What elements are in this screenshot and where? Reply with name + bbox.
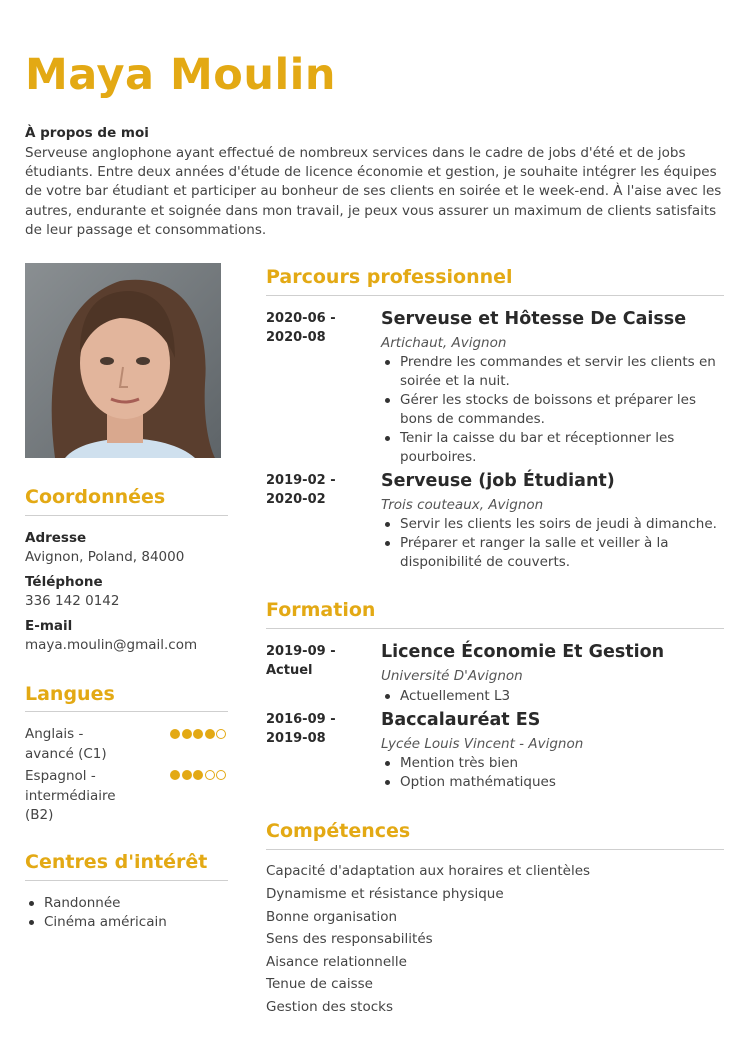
address-label: Adresse — [25, 530, 87, 546]
email-label: E-mail — [25, 618, 73, 634]
experience-section-title: Parcours professionnel — [266, 266, 513, 288]
languages-divider — [25, 711, 228, 712]
job-duties-list — [381, 353, 726, 467]
rating-dot-filled — [193, 770, 203, 780]
skills-section-title: Compétences — [266, 820, 411, 842]
education-dates: 2019-09 - Actuel — [266, 644, 336, 678]
rating-dot-filled — [193, 729, 203, 739]
rating-dot-empty — [205, 770, 215, 780]
rating-dot-filled — [182, 770, 192, 780]
phone-value: 336 142 0142 — [25, 593, 120, 609]
job-duty: Préparer et ranger la salle et veiller à la disponibilité de couverts. — [381, 534, 726, 572]
education-divider — [266, 628, 724, 629]
language-name: Espagnol - intermédiaire (B2) — [25, 768, 116, 823]
interests-list — [25, 894, 225, 932]
rating-dot-empty — [216, 770, 226, 780]
job-title: Serveuse et Hôtesse De Caisse — [381, 309, 687, 329]
rating-dot-empty — [216, 729, 226, 739]
portrait-image — [25, 263, 221, 458]
interest-item: Randonnée — [25, 894, 225, 913]
job-duty: Servir les clients les soirs de jeudi à dimanche. — [381, 515, 726, 534]
education-detail: Actuellement L3 — [381, 687, 726, 706]
languages-section-title: Langues — [25, 683, 115, 705]
job-employer: Artichaut, Avignon — [381, 335, 507, 351]
rating-dot-filled — [205, 729, 215, 739]
job-duty: Gérer les stocks de boissons et préparer les bons de commandes. — [381, 391, 726, 429]
job-duty: Tenir la caisse du bar et réceptionner les pourboires. — [381, 429, 726, 467]
job-dates: 2020-06 - 2020-08 — [266, 311, 336, 345]
job-employer: Trois couteaux, Avignon — [381, 497, 544, 513]
skills-divider — [266, 849, 724, 850]
address-value: Avignon, Poland, 84000 — [25, 549, 185, 565]
language-level-rating — [170, 729, 226, 740]
skill-item: Bonne organisation — [266, 909, 398, 925]
rating-dot-filled — [182, 729, 192, 739]
contact-section-title: Coordonnées — [25, 486, 166, 508]
skill-item: Dynamisme et résistance physique — [266, 886, 504, 902]
candidate-name: Maya Moulin — [25, 50, 337, 100]
job-duty: Prendre les commandes et servir les clients en soirée et la nuit. — [381, 353, 726, 391]
skill-item: Sens des responsabilités — [266, 931, 433, 947]
degree-title: Baccalauréat ES — [381, 710, 541, 730]
contact-divider — [25, 515, 228, 516]
experience-divider — [266, 295, 724, 296]
skill-item: Capacité d'adaptation aux horaires et clientèles — [266, 863, 591, 879]
skill-item: Aisance relationnelle — [266, 954, 407, 970]
job-dates: 2019-02 - 2020-02 — [266, 473, 336, 507]
education-details-list — [381, 687, 726, 706]
education-section-title: Formation — [266, 599, 376, 621]
interests-section-title: Centres d'intérêt — [25, 851, 208, 873]
profile-photo — [25, 263, 221, 458]
degree-title: Licence Économie Et Gestion — [381, 642, 665, 662]
job-title: Serveuse (job Étudiant) — [381, 471, 615, 491]
education-dates: 2016-09 - 2019-08 — [266, 712, 336, 746]
job-duties-list — [381, 515, 726, 572]
skill-item: Gestion des stocks — [266, 999, 394, 1015]
education-detail: Mention très bien — [381, 754, 726, 773]
language-level-rating — [170, 770, 226, 781]
education-detail: Option mathématiques — [381, 773, 726, 792]
rating-dot-filled — [170, 770, 180, 780]
school-name: Université D'Avignon — [381, 668, 523, 684]
interest-item: Cinéma américain — [25, 913, 225, 932]
phone-label: Téléphone — [25, 574, 103, 590]
interests-divider — [25, 880, 228, 881]
school-name: Lycée Louis Vincent - Avignon — [381, 736, 584, 752]
skill-item: Tenue de caisse — [266, 976, 373, 992]
education-details-list — [381, 754, 726, 792]
rating-dot-filled — [170, 729, 180, 739]
email-value: maya.moulin@gmail.com — [25, 637, 198, 653]
language-name: Anglais - avancé (C1) — [25, 726, 107, 762]
about-text: Serveuse anglophone ayant effectué de nombreux services dans le cadre de jobs d'été et de jobs étudiants. Entre deux années d'étude de licence économie et gestion, je souhaite intégrer les équipes de votre bar étudiant et participer au bonheur de ses clients en soirée et le week-end. À l'aise avec les autres, endurante et soignée dans mon travail, je peux vous assurer un maximum de clients satisfaits de leur passage et consommations. — [25, 145, 722, 238]
about-heading: À propos de moi — [25, 125, 149, 141]
